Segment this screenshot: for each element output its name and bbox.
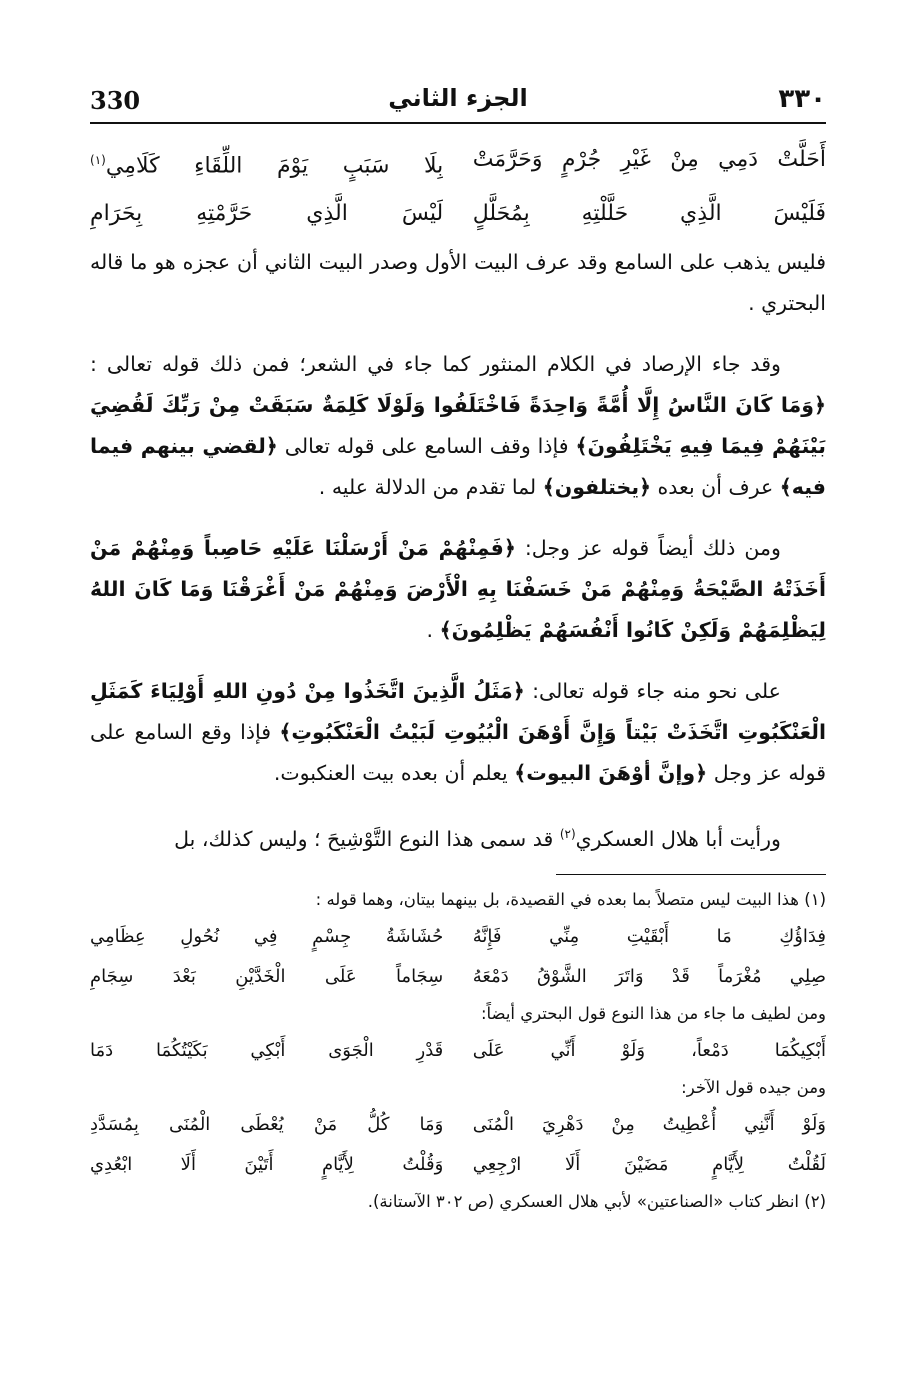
text-segment: فليس يذهب على السامع وقد عرف البيت الأول وصدر البيت الثاني أن عجزه هو ما قاله البحتري .	[90, 250, 826, 316]
page-header	[90, 82, 826, 124]
footnote-1-mid: ومن لطيف ما جاء من هذا النوع قول البحتري أيضاً:	[480, 1004, 826, 1024]
poem-verse	[90, 136, 826, 190]
verse-first-hemistich: فَلَيْسَ الَّذِي حَلَّلْتِهِ بِمُحَلَّلٍ	[472, 201, 826, 227]
footnote-marker-1: (١)	[90, 153, 106, 167]
quran-quote: ﴿فَمِنْهُمْ مَنْ أَرْسَلْنَا عَلَيْهِ حَاصِباً وَمِنْهُمْ مَنْ أَخَذَتْهُ الصَّيْحَةُ وَمِنْهُمْ مَنْ خَسَفْنَا بِهِ الْأَرْضَ وَمِنْهُمْ مَنْ أَغْرَقْنَا وَمَا كَانَ اللهُ لِيَظْلِمَهُمْ وَلَكِنْ كَانُوا أَنْفُسَهُمْ يَظْلِمُونَ﴾	[90, 536, 826, 643]
quran-quote: ﴿لقضي بينهم فيما فيه﴾	[90, 434, 826, 500]
verse-second-hemistich: لَيْسَ الَّذِي حَرَّمْتِهِ بِحَرَامِ	[90, 201, 444, 227]
text-segment: ورأيت أبا هلال العسكري	[575, 827, 781, 852]
text-segment: فإذا وقع السامع على قوله عز وجل	[90, 720, 826, 786]
paragraph-p5	[90, 814, 826, 860]
text-segment: على نحو منه جاء قوله تعالى:	[524, 679, 781, 704]
text-segment: ومن ذلك أيضاً قوله عز وجل:	[515, 536, 781, 561]
verse-second-hemistich: حُشَاشَةُ جِسْمٍ فِي نُحُولِ عِظَامِي	[90, 926, 444, 948]
text-segment: يعلم أن بعده بيت العنكبوت.	[273, 761, 515, 786]
page-body	[90, 136, 826, 1219]
footnote-verse	[90, 1145, 826, 1185]
footnote-verse	[90, 917, 826, 957]
page-number-arabic: ٣٣٠	[778, 84, 826, 114]
footnote-1-mid2: ومن جيده قول الآخر:	[681, 1078, 826, 1098]
poem-verse	[90, 190, 826, 238]
text-segment: قد سمى هذا النوع التَّوْشِيحَ ؛ وليس كذلك، بل	[174, 827, 560, 852]
footnote-marker-2: (٢)	[559, 827, 576, 842]
running-title: الجزء الثاني	[388, 84, 528, 112]
page-number-latin: 330	[90, 86, 141, 115]
verse-second-hemistich: وَمَا كُلُّ مَنْ يُعْطَى الْمُنَى بِمُسَدَّدِ	[90, 1114, 444, 1136]
footnotes	[90, 883, 826, 1219]
paragraphs	[90, 242, 826, 860]
verse-first-hemistich: فِدَاؤُكِ مَا أَبْقَيْتِ مِنِّي فَإِنَّهُ	[472, 926, 826, 948]
footnote-1-intro: (١) هذا البيت ليس متصلاً بما بعده في القصيدة، بل بينهما بيتان، وهما قوله :	[315, 890, 826, 910]
footnote-verse	[90, 1031, 826, 1071]
footnote-separator	[556, 874, 826, 875]
paragraph-p1	[90, 242, 826, 324]
verse-second-hemistich	[90, 136, 443, 190]
quran-quote: ﴿وَمَا كَانَ النَّاسُ إِلَّا أُمَّةً وَاحِدَةً فَاخْتَلَفُوا وَلَوْلَا كَلِمَةٌ سَبَقَتْ مِنْ رَبِّكَ لَقُضِيَ بَيْنَهُمْ فِيمَا فِيهِ يَخْتَلِفُونَ﴾	[90, 393, 826, 459]
verse-second-hemistich-text: بِلَا سَبَبٍ يَوْمَ اللِّقَاءِ كَلَامِي	[105, 153, 444, 179]
verse-second-hemistich: قَدْرِ الْجَوَى أَبْكِي بَكَيْتُكُمَا دَمَا	[90, 1040, 444, 1062]
verse-first-hemistich: صِلِي مُغْرَماً قَدْ وَاتَرَ الشَّوْقُ دَمْعَهُ	[472, 966, 826, 988]
text-segment: عرف أن بعده	[651, 475, 780, 500]
quran-quote: ﴿مَثَلُ الَّذِينَ اتَّخَذُوا مِنْ دُونِ اللهِ أَوْلِيَاءَ كَمَثَلِ الْعَنْكَبُوتِ اتَّخَذَتْ بَيْتاً وَإِنَّ أَوْهَنَ الْبُيُوتِ لَبَيْتُ الْعَنْكَبُوتِ﴾	[90, 679, 826, 745]
footnote-verse	[90, 957, 826, 997]
footnote-verse	[90, 1105, 826, 1145]
verse-first-hemistich: أَحَلَّتْ دَمِي مِنْ غَيْرِ جُرْمٍ وَحَرَّمَتْ	[472, 147, 826, 172]
verse-second-hemistich: سِجَاماً عَلَى الْخَدَّيْنِ بَعْدَ سِجَامِ	[90, 966, 444, 988]
paragraph-p2	[90, 344, 826, 508]
footnote-2: (٢) انظر كتاب «الصناعتين» لأبي هلال العسكري (ص ٣٠٢ الآستانة).	[367, 1192, 826, 1212]
text-segment: .	[426, 618, 440, 643]
verse-second-hemistich: وَقُلْتُ لِأَيَّامٍ أَتَيْنَ أَلَا ابْعُدِي	[90, 1154, 444, 1176]
text-segment: فإذا وقف السامع على قوله تعالى	[277, 434, 576, 459]
quran-quote: ﴿وإنَّ أوْهَنَ البيوت﴾	[514, 761, 708, 786]
verse-first-hemistich: وَلَوْ أَنَّنِي أُعْطِيتُ مِنْ دَهْرِيَ الْمُنَى	[472, 1114, 826, 1136]
paragraph-p3	[90, 528, 826, 651]
verse-first-hemistich: لَقُلْتُ لِأَيَّامٍ مَضَيْنَ أَلَا ارْجِعِي	[472, 1154, 826, 1176]
verse-first-hemistich: أَبْكِيكُمَا دَمْعاً، وَلَوْ أَنِّي عَلَى	[472, 1040, 826, 1062]
text-segment: وقد جاء الإرصاد في الكلام المنثور كما جاء في الشعر؛ فمن ذلك قوله تعالى :	[90, 352, 781, 377]
text-segment: لما تقدم من الدلالة عليه .	[318, 475, 543, 500]
paragraph-p4	[90, 671, 826, 794]
quran-quote: ﴿يختلفون﴾	[542, 475, 652, 500]
